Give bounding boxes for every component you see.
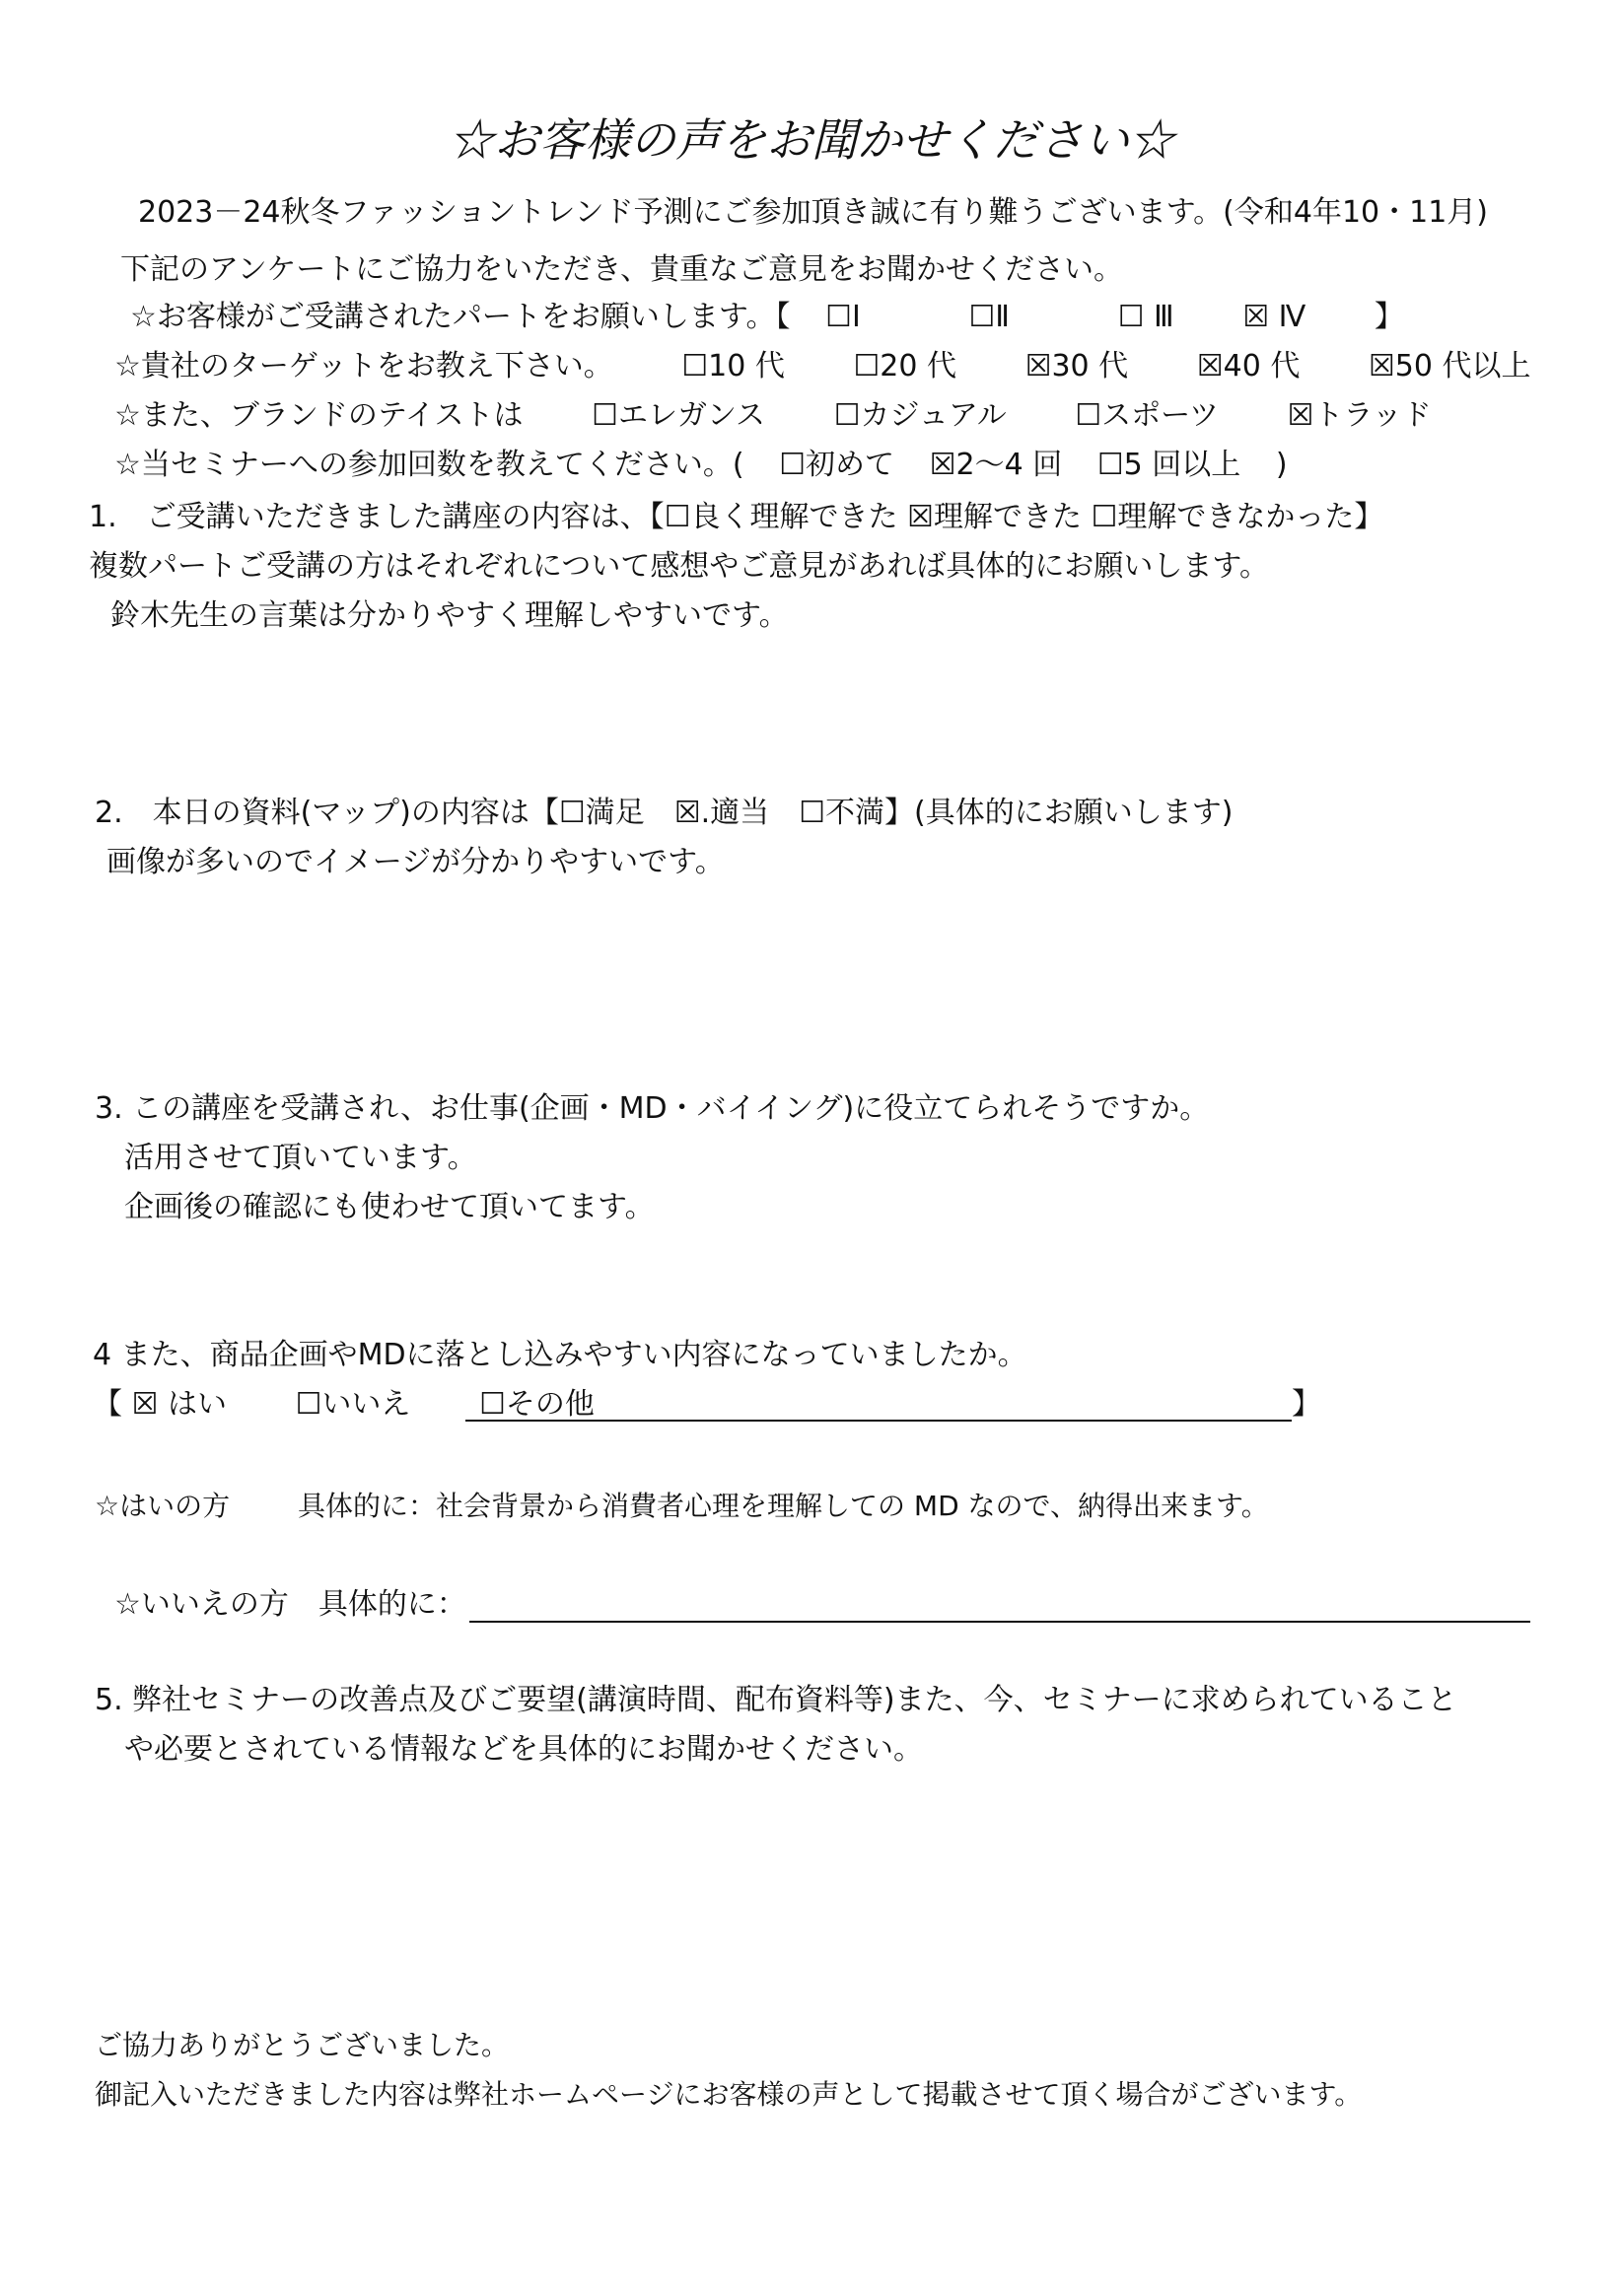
- parts-close: 】: [1374, 300, 1404, 334]
- target-option-10s[interactable]: ☐10 代: [681, 349, 785, 383]
- q4-option-other[interactable]: ☐その他: [478, 1387, 595, 1422]
- q5-line-1: [95, 1681, 1457, 1720]
- q3-answer-2: [124, 1188, 655, 1227]
- attendance-label: ☆当セミナーへの参加回数を教えてください。(: [114, 448, 744, 482]
- q4-yes-row: [95, 1487, 1269, 1526]
- q1-sub: [89, 547, 1269, 587]
- attendance-option-first[interactable]: ☐初めて: [779, 448, 895, 482]
- footer-notice-text: 御記入いただきました内容は弊社ホームページにお客様の声として掲載させて頂く場合がございます。: [95, 2078, 1363, 2111]
- q4-option-yes[interactable]: ☒ はい: [131, 1387, 227, 1422]
- q3-answer-text-1: 活用させて頂いています。: [124, 1141, 477, 1175]
- q2-question-text: 2. 本日の資料(マップ)の内容は【☐満足 ☒.適当 ☐不満】(具体的にお願いします): [95, 796, 1234, 830]
- footer-notice: [95, 2075, 1362, 2115]
- q1-question: [89, 498, 1383, 537]
- parts-option-2[interactable]: ☐Ⅱ: [968, 300, 1011, 334]
- q3-question-text: 3. この講座を受講され、お仕事(企画・MD・バイイング)に役立てられそうですか。: [95, 1091, 1210, 1126]
- parts-option-3[interactable]: ☐ Ⅲ: [1117, 300, 1174, 334]
- q1-sub-text: 複数パートご受講の方はそれぞれについて感想やご意見があれば具体的にお願いします。: [89, 549, 1269, 584]
- q4-yes-label: ☆はいの方: [95, 1490, 231, 1522]
- q3-answer-text-2: 企画後の確認にも使わせて頂いてます。: [124, 1190, 655, 1224]
- taste-option-casual[interactable]: ☐カジュアル: [833, 398, 1007, 433]
- attendance-close: ): [1275, 448, 1288, 482]
- q4-question: [93, 1336, 1027, 1375]
- q5-text-2: や必要とされている情報などを具体的にお聞かせください。: [124, 1732, 923, 1767]
- parts-row: [130, 298, 1404, 337]
- target-label: ☆貴社のターゲットをお教え下さい。: [114, 349, 613, 383]
- q4-question-text: 4 また、商品企画やMDに落とし込みやすい内容になっていましたか。: [93, 1338, 1027, 1372]
- q5-line-2: [124, 1730, 923, 1770]
- q4-yes-detail: 具体的に：社会背景から消費者心理を理解しての MD なので、納得出来ます。: [298, 1490, 1269, 1522]
- intro-line-1: [138, 193, 1488, 233]
- q4-options-row: [93, 1385, 595, 1425]
- q5-text-1: 5. 弊社セミナーの改善点及びご要望(講演時間、配布資料等)また、今、セミナーに求められていること: [95, 1683, 1457, 1717]
- footer-thanks: [95, 2026, 509, 2065]
- intro-text-2: 下記のアンケートにご協力をいただき、貴重なご意見をお聞かせください。: [120, 252, 1123, 287]
- intro-text-1: 2023－24秋冬ファッショントレンド予測にご参加頂き誠に有り難うございます。(令和4年10・11月): [138, 195, 1489, 230]
- taste-option-trad[interactable]: ☒トラッド: [1287, 398, 1432, 433]
- footer-thanks-text: ご協力ありがとうございました。: [95, 2029, 510, 2061]
- parts-label: ☆お客様がご受講されたパートをお願いします。【: [130, 300, 791, 334]
- target-option-40s[interactable]: ☒40 代: [1196, 349, 1301, 383]
- page-title: ☆お客様の声をお聞かせください☆: [449, 113, 1174, 167]
- q4-no-row: [114, 1585, 466, 1625]
- q2-answer-text: 画像が多いのでイメージが分かりやすいです。: [106, 845, 725, 879]
- q2-answer: [106, 843, 725, 882]
- q3-question: [95, 1089, 1209, 1129]
- q1-question-text: 1. ご受講いただきました講座の内容は、【☐良く理解できた ☒理解できた ☐理解できなかった】: [89, 500, 1384, 534]
- q3-answer-1: [124, 1139, 477, 1178]
- target-option-20s[interactable]: ☐20 代: [853, 349, 957, 383]
- q4-open-bracket: 【: [93, 1387, 122, 1422]
- q1-answer: [110, 596, 789, 636]
- taste-label: ☆また、ブランドのテイストは: [114, 398, 524, 433]
- q4-close-bracket: [1292, 1385, 1321, 1425]
- q4-close-text: 】: [1292, 1387, 1321, 1422]
- q2-question: [95, 794, 1233, 833]
- q4-no-detail-blank[interactable]: [469, 1621, 1530, 1623]
- attendance-option-2-4[interactable]: ☒2～4 回: [929, 448, 1063, 482]
- attendance-row: [114, 446, 1288, 485]
- q4-other-blank[interactable]: [465, 1420, 1292, 1422]
- parts-option-4[interactable]: ☒ Ⅳ: [1242, 300, 1306, 334]
- target-option-30s[interactable]: ☒30 代: [1024, 349, 1129, 383]
- q4-option-no[interactable]: ☐いいえ: [295, 1387, 411, 1422]
- parts-option-1[interactable]: ☐Ⅰ: [825, 300, 861, 334]
- attendance-option-5-plus[interactable]: ☐5 回以上: [1096, 448, 1241, 482]
- taste-option-elegance[interactable]: ☐エレガンス: [592, 398, 766, 433]
- taste-row: [114, 396, 1432, 436]
- target-option-50s-plus[interactable]: ☒50 代以上: [1368, 349, 1531, 383]
- target-row: [114, 347, 1530, 386]
- taste-option-sports[interactable]: ☐スポーツ: [1075, 398, 1219, 433]
- q1-answer-text: 鈴木先生の言葉は分かりやすく理解しやすいです。: [110, 598, 789, 633]
- q4-no-label: ☆いいえの方 具体的に：: [114, 1587, 466, 1622]
- intro-line-2: [120, 250, 1123, 290]
